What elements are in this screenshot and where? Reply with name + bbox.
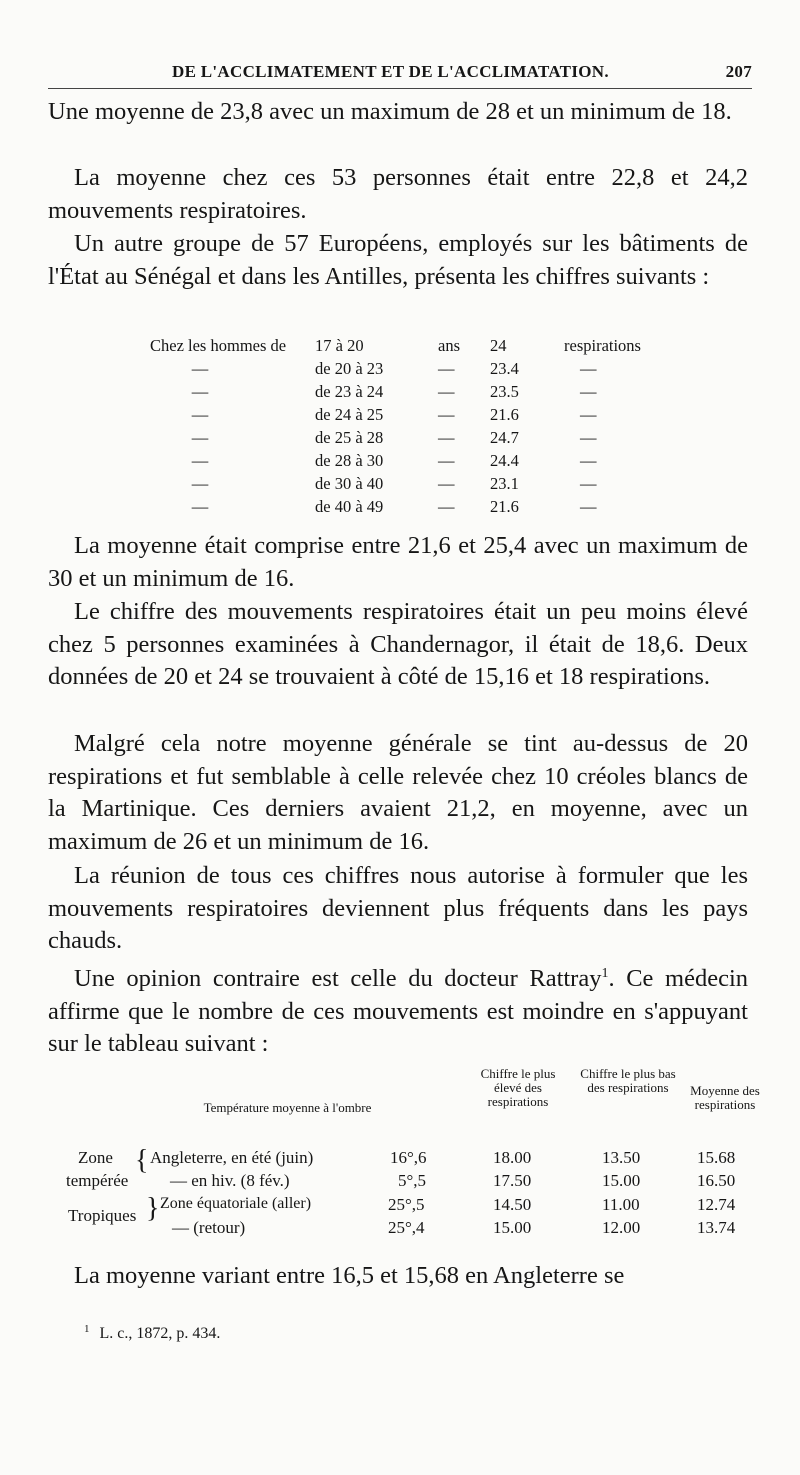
- table-row: Chez les hommes de 17 à 20 ans 24 respirations: [150, 336, 641, 355]
- table-row: — de 24 à 25 — 21.6 —: [191, 405, 597, 424]
- page-number: 207: [725, 62, 752, 81]
- brace-tropiques: }: [146, 1193, 160, 1224]
- footnote-text: L. c., 1872, p. 434.: [99, 1325, 221, 1343]
- group-label: Zone: [78, 1148, 113, 1167]
- table-row: — de 25 à 28 — 24.7 —: [191, 428, 597, 447]
- header-min: Chiffre le plus bas des respirations: [580, 1066, 676, 1095]
- paragraph-8-rest: . Ce médecin affirme que le nombre de ces mouvements est moindre en s'appuyant sur le tableau suivant :: [48, 965, 748, 1058]
- group-label: Tropiques: [68, 1206, 137, 1225]
- group-label: tempérée: [66, 1171, 129, 1190]
- table-row: tempérée — en hiv. (8 fév.) 5°,5 17.50 15.00 16.50: [66, 1171, 736, 1190]
- table-row: — de 20 à 23 — 23.4 —: [191, 359, 597, 378]
- table-row: — (retour) 25°,4 15.00 12.00 13.74: [172, 1218, 736, 1237]
- paragraph-1: Une moyenne de 23,8 avec un maximum de 28 et un minimum de 18.: [48, 98, 732, 125]
- paragraph-9: La moyenne variant entre 16,5 et 15,68 en Angleterre se: [74, 1262, 625, 1289]
- paragraph-4: La moyenne était comprise entre 21,6 et 25,4 avec un maximum de 30 et un minimum de 16.: [48, 532, 748, 592]
- running-header: [172, 62, 752, 86]
- paragraph-8: [48, 958, 748, 1061]
- header-temperature: Température moyenne à l'ombre: [203, 1100, 372, 1115]
- brace-zone-temperee: {: [135, 1145, 149, 1176]
- table-row: Zone équatoriale (aller) 25°,5 14.50 11.00 12.74: [160, 1195, 736, 1214]
- table-row: — de 40 à 49 — 21.6 —: [191, 497, 597, 516]
- age-respiration-table: [150, 336, 650, 520]
- table-row: — de 23 à 24 — 23.5 —: [191, 382, 597, 401]
- footnote: [84, 1323, 220, 1343]
- footnote-ref: 1: [601, 966, 609, 981]
- paragraph-5: Le chiffre des mouvements respiratoires était un peu moins élevé chez 5 personnes examinées à Chandernagor, il était de 18,6. Deux données de 20 et 24 se trouvaient à côté de 15,16 et 18 respirations.: [48, 598, 748, 690]
- table-row: — de 30 à 40 — 23.1 —: [191, 474, 597, 493]
- paragraph-6: Malgré cela notre moyenne générale se tint au-dessus de 20 respirations et fut semblable à celle relevée chez 10 créoles blancs de la Martinique. Ces derniers avaient 21,2, en moyenne, avec un maximum de 26 et un minimum de 16.: [48, 730, 748, 855]
- table-row: [70, 1206, 760, 1230]
- table-row: — de 28 à 30 — 24.4 —: [191, 451, 597, 470]
- running-title: DE L'ACCLIMATEMENT ET DE L'ACCLIMATATION.: [172, 62, 609, 81]
- footnote-marker: 1: [84, 1323, 90, 1335]
- header-average: Moyenne des respirations: [690, 1083, 760, 1112]
- header-rule: [48, 88, 752, 89]
- paragraph-3: Un autre groupe de 57 Européens, employés sur les bâtiments de l'État au Sénégal et dans les Antilles, présenta les chiffres suivants :: [48, 230, 748, 290]
- paragraph-7: La réunion de tous ces chiffres nous autorise à formuler que les mouvements respiratoires deviennent plus fréquents dans les pays chauds.: [48, 862, 748, 954]
- paragraph-8-start: Une opinion contraire est celle du docteur Rattray: [74, 965, 602, 993]
- header-max: Chiffre le plus élevé des respirations: [480, 1066, 556, 1109]
- paragraph-2: La moyenne chez ces 53 personnes était entre 22,8 et 24,2 mouvements respiratoires.: [48, 164, 748, 224]
- table-row: Zone Angleterre, en été (juin) 16°,6 18.00 13.50 15.68: [78, 1148, 736, 1167]
